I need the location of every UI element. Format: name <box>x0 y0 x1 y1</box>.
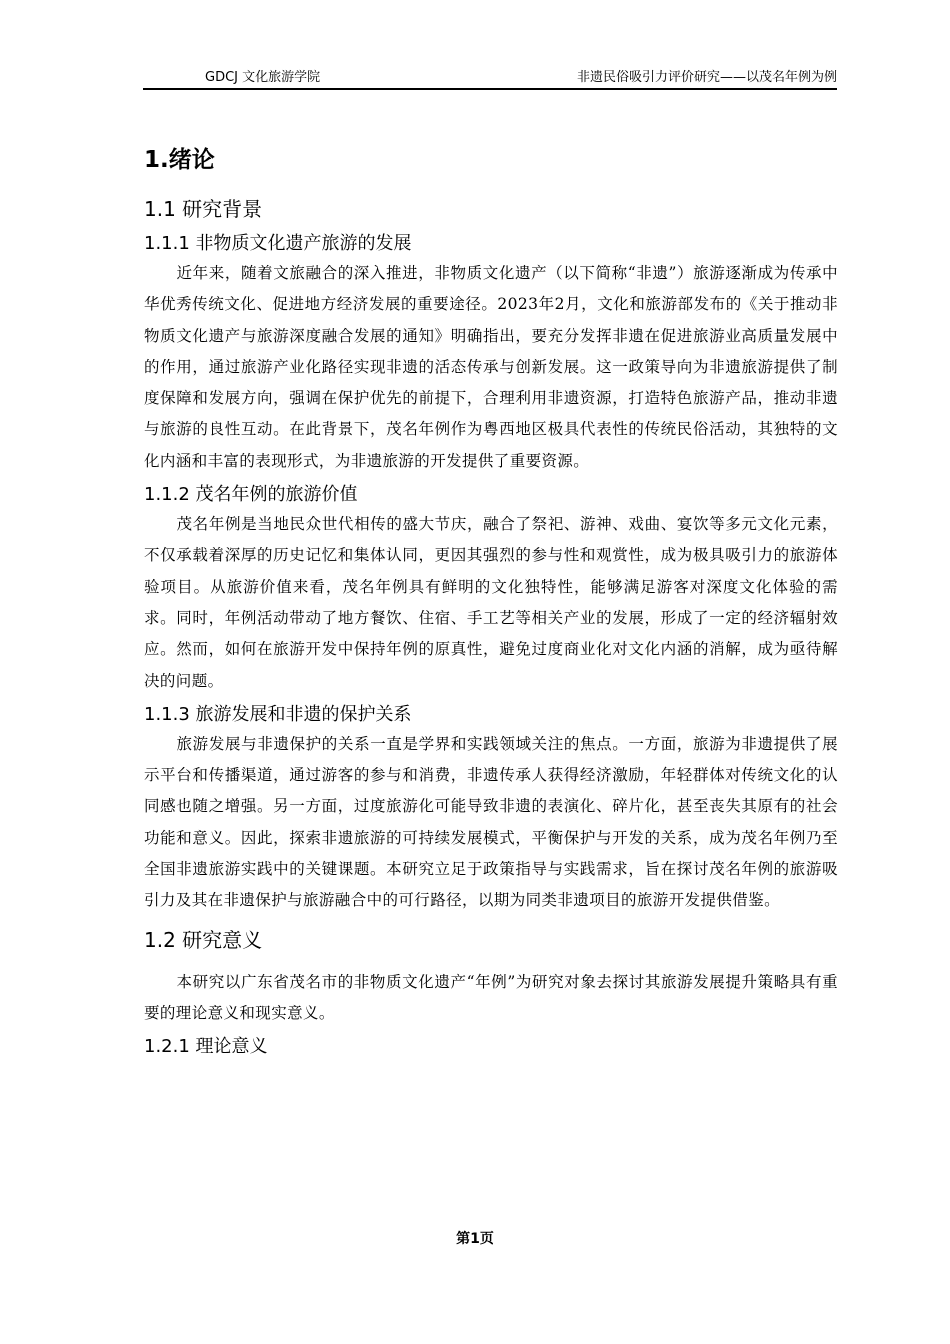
running-header <box>143 66 837 90</box>
chapter-title: 1.绪论 <box>144 147 215 173</box>
paragraph-1-1-2: 茂名年例是当地民众世代相传的盛大节庆，融合了祭祀、游神、戏曲、宴饮等多元文化元素，不仅承载着深厚的历史记忆和集体认同，更因其强烈的参与性和观赏性，成为极具吸引力的旅游体验项目。从旅游价值来看，茂名年例具有鲜明的文化独特性，能够满足游客对深度文化体验的需求。同时，年例活动带动了地方餐饮、住宿、手工艺等相关产业的发展，形成了一定的经济辐射效应。然而，如何在旅游开发中保持年例的原真性，避免过度商业化对文化内涵的消解，成为亟待解决的问题。 <box>144 515 838 690</box>
main-content <box>144 138 838 1061</box>
header-institution: GDCJ 文化旅游学院 <box>205 70 321 85</box>
subsection-title-1-2-1: 1.2.1 理论意义 <box>144 1036 268 1058</box>
paragraph-1-1-3: 旅游发展与非遗保护的关系一直是学界和实践领域关注的焦点。一方面，旅游为非遗提供了展示平台和传播渠道，通过游客的参与和消费，非遗传承人获得经济激励，年轻群体对传统文化的认同感也随之增强。另一方面，过度旅游化可能导致非遗的表演化、碎片化，甚至丧失其原有的社会功能和意义。因此，探索非遗旅游的可持续发展模式，平衡保护与开发的关系，成为茂名年例乃至全国非遗旅游实践中的关键课题。本研究立足于政策指导与实践需求，旨在探讨茂名年例的旅游吸引力及其在非遗保护与旅游融合中的可行路径，以期为同类非遗项目的旅游开发提供借鉴。 <box>144 734 838 910</box>
page-number: 第1页 <box>456 1231 494 1247</box>
section-title-1-2: 1.2 研究意义 <box>144 927 263 952</box>
subsection-title-1-1-1: 1.1.1 非物质文化遗产旅游的发展 <box>144 233 412 254</box>
subsection-title-1-1-3: 1.1.3 旅游发展和非遗的保护关系 <box>144 703 412 725</box>
header-paper-title: 非遗民俗吸引力评价研究——以茂名年例为例 <box>576 70 837 85</box>
section-title-1-1: 1.1 研究背景 <box>144 197 263 221</box>
paragraph-1-1-1: 近年来，随着文旅融合的深入推进，非物质文化遗产（以下简称“非遗”）旅游逐渐成为传承中华优秀传统文化、促进地方经济发展的重要途径。2023年2月，文化和旅游部发布的《关于推动非物质文化遗产与旅游深度融合发展的通知》明确指出，要充分发挥非遗在促进旅游业高质量发展中的作用，通过旅游产业化路径实现非遗的活态传承与创新发展。这一政策导向为非遗旅游提供了制度保障和发展方向，强调在保护优先的前提下，合理利用非遗资源，打造特色旅游产品，推动非遗与旅游的良性互动。在此背景下，茂名年例作为粤西地区极具代表性的传统民俗活动，其独特的文化内涵和丰富的表现形式，为非遗旅游的开发提供了重要资源。 <box>144 264 838 470</box>
subsection-title-1-1-2: 1.1.2 茂名年例的旅游价值 <box>144 484 358 506</box>
paragraph-1-2: 本研究以广东省茂名市的非物质文化遗产“年例”为研究对象去探讨其旅游发展提升策略具有重要的理论意义和现实意义。 <box>144 972 838 1022</box>
